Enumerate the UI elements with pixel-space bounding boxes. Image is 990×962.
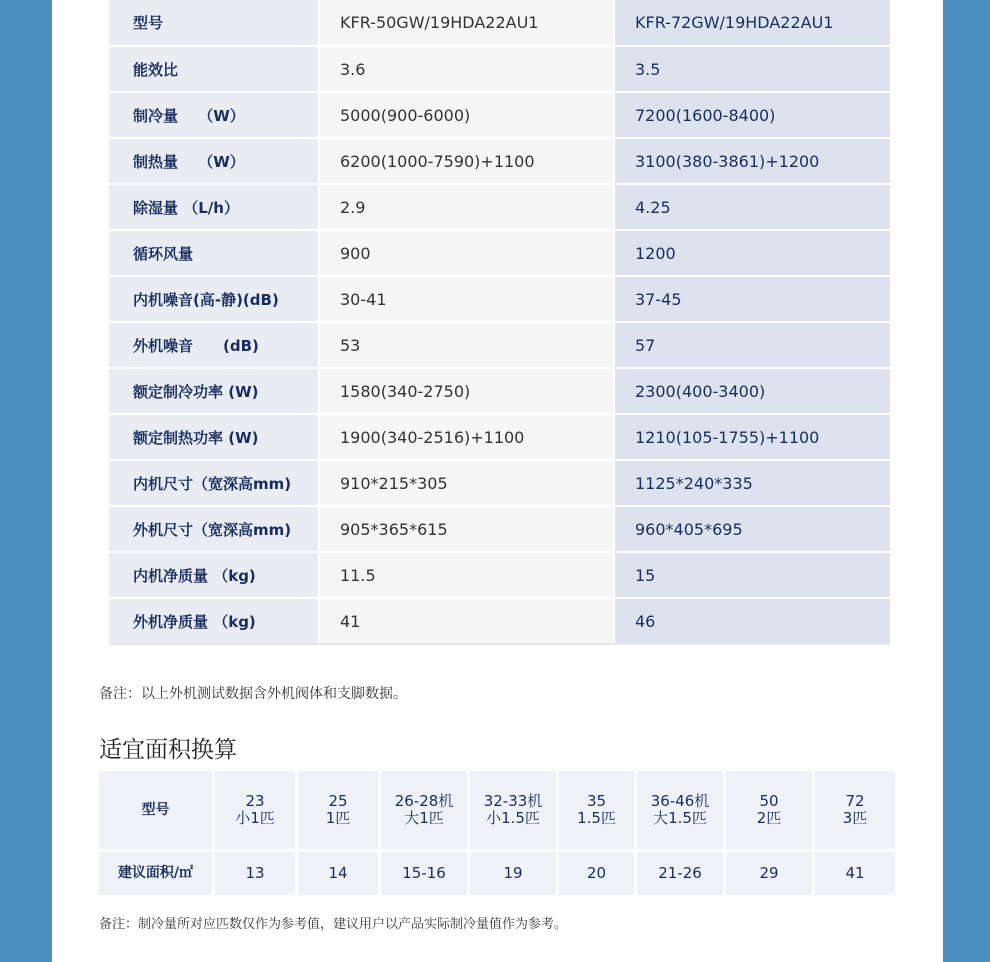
spec-value-a: 53: [319, 322, 614, 368]
area-size-cell: 15-16: [381, 852, 467, 895]
spec-row: [109, 92, 890, 138]
spec-value-b: 15: [614, 552, 890, 598]
spec-row: [109, 46, 890, 92]
spec-value-b: 2300(400-3400): [614, 368, 890, 414]
area-model-row: [99, 771, 895, 852]
spec-row-label: 内机净质量 （kg): [109, 552, 319, 598]
spec-row-label: 除湿量 （L/h）: [109, 184, 319, 230]
area-model-number: 25: [328, 792, 348, 810]
spec-value-a: 5000(900-6000): [319, 92, 614, 138]
spec-value-a: 910*215*305: [319, 460, 614, 506]
area-model-hp: 3匹: [842, 809, 868, 827]
area-model-cell: [815, 771, 895, 852]
area-model-number: 50: [759, 792, 779, 810]
area-model-hp: 1匹: [325, 809, 351, 827]
area-model-number: 36-46机: [650, 792, 710, 810]
spec-value-b: 1200: [614, 230, 890, 276]
spec-note: 备注：以上外机测试数据含外机阀体和支脚数据。: [99, 686, 407, 702]
area-size-label: 建议面积/㎡: [99, 852, 212, 895]
area-model-hp: 1.5匹: [577, 809, 616, 827]
area-model-hp: 大1.5匹: [653, 809, 707, 827]
area-table: [96, 771, 898, 895]
spec-row-label: 循环风量: [109, 230, 319, 276]
model-b-name: KFR-72GW/19HDA22AU1: [614, 0, 890, 46]
spec-value-b: 46: [614, 598, 890, 644]
spec-value-b: 4.25: [614, 184, 890, 230]
area-model-cell: [298, 771, 378, 852]
area-model-number: 32-33机: [483, 792, 543, 810]
spec-value-a: 1900(340-2516)+1100: [319, 414, 614, 460]
spec-value-a: 3.6: [319, 46, 614, 92]
spec-row: [109, 230, 890, 276]
area-size-row: [99, 852, 895, 895]
spec-value-b: 7200(1600-8400): [614, 92, 890, 138]
area-size-cell: 20: [559, 852, 634, 895]
spec-row: [109, 276, 890, 322]
spec-row-label: 制热量 （W）: [109, 138, 319, 184]
spec-value-b: 3100(380-3861)+1200: [614, 138, 890, 184]
spec-row-label: 外机净质量 （kg): [109, 598, 319, 644]
spec-value-b: 3.5: [614, 46, 890, 92]
spec-header-row: [109, 0, 890, 46]
area-model-hp: 小1.5匹: [486, 809, 540, 827]
spec-value-b: 960*405*695: [614, 506, 890, 552]
spec-value-a: 41: [319, 598, 614, 644]
area-size-cell: 13: [215, 852, 295, 895]
model-a-name: KFR-50GW/19HDA22AU1: [319, 0, 614, 46]
area-size-cell: 14: [298, 852, 378, 895]
area-model-number: 23: [245, 792, 265, 810]
area-model-cell: [559, 771, 634, 852]
spec-row-label: 内机尺寸（宽深高mm): [109, 460, 319, 506]
area-size-cell: 41: [815, 852, 895, 895]
spec-row-label: 制冷量 （W）: [109, 92, 319, 138]
spec-value-b: 1210(105-1755)+1100: [614, 414, 890, 460]
spec-row-label: 能效比: [109, 46, 319, 92]
area-model-number: 72: [845, 792, 865, 810]
spec-label: 型号: [109, 0, 319, 46]
spec-value-a: 6200(1000-7590)+1100: [319, 138, 614, 184]
spec-value-b: 1125*240*335: [614, 460, 890, 506]
spec-row-label: 额定制冷功率 (W): [109, 368, 319, 414]
spec-row: [109, 368, 890, 414]
area-model-hp: 2匹: [756, 809, 782, 827]
spec-row: [109, 598, 890, 644]
spec-row-label: 内机噪音(高-静)(dB): [109, 276, 319, 322]
spec-row: [109, 322, 890, 368]
spec-value-a: 30-41: [319, 276, 614, 322]
spec-row: [109, 506, 890, 552]
area-size-cell: 19: [470, 852, 556, 895]
spec-table: [109, 0, 890, 645]
area-model-cell: [381, 771, 467, 852]
spec-row-label: 外机噪音 (dB): [109, 322, 319, 368]
area-size-cell: 29: [726, 852, 812, 895]
spec-row: [109, 138, 890, 184]
area-model-number: 26-28机: [394, 792, 454, 810]
spec-value-a: 905*365*615: [319, 506, 614, 552]
spec-row: [109, 184, 890, 230]
area-model-label: 型号: [99, 771, 212, 852]
spec-row-label: 额定制热功率 (W): [109, 414, 319, 460]
area-model-hp: 大1匹: [404, 809, 444, 827]
spec-row: [109, 460, 890, 506]
area-model-cell: [470, 771, 556, 852]
area-model-hp: 小1匹: [235, 809, 275, 827]
spec-value-a: 11.5: [319, 552, 614, 598]
spec-row: [109, 552, 890, 598]
spec-value-b: 37-45: [614, 276, 890, 322]
spec-value-b: 57: [614, 322, 890, 368]
area-model-cell: [726, 771, 812, 852]
spec-value-a: 1580(340-2750): [319, 368, 614, 414]
area-note: 备注：制冷量所对应匹数仅作为参考值，建议用户以产品实际制冷量值作为参考。: [99, 917, 568, 932]
spec-value-a: 900: [319, 230, 614, 276]
area-model-cell: [215, 771, 295, 852]
area-size-cell: 21-26: [637, 852, 723, 895]
spec-row-label: 外机尺寸（宽深高mm): [109, 506, 319, 552]
area-section-title: 适宜面积换算: [99, 737, 237, 763]
spec-sheet: [52, 0, 943, 962]
area-model-number: 35: [586, 792, 607, 810]
spec-value-a: 2.9: [319, 184, 614, 230]
spec-row: [109, 414, 890, 460]
area-model-cell: [637, 771, 723, 852]
